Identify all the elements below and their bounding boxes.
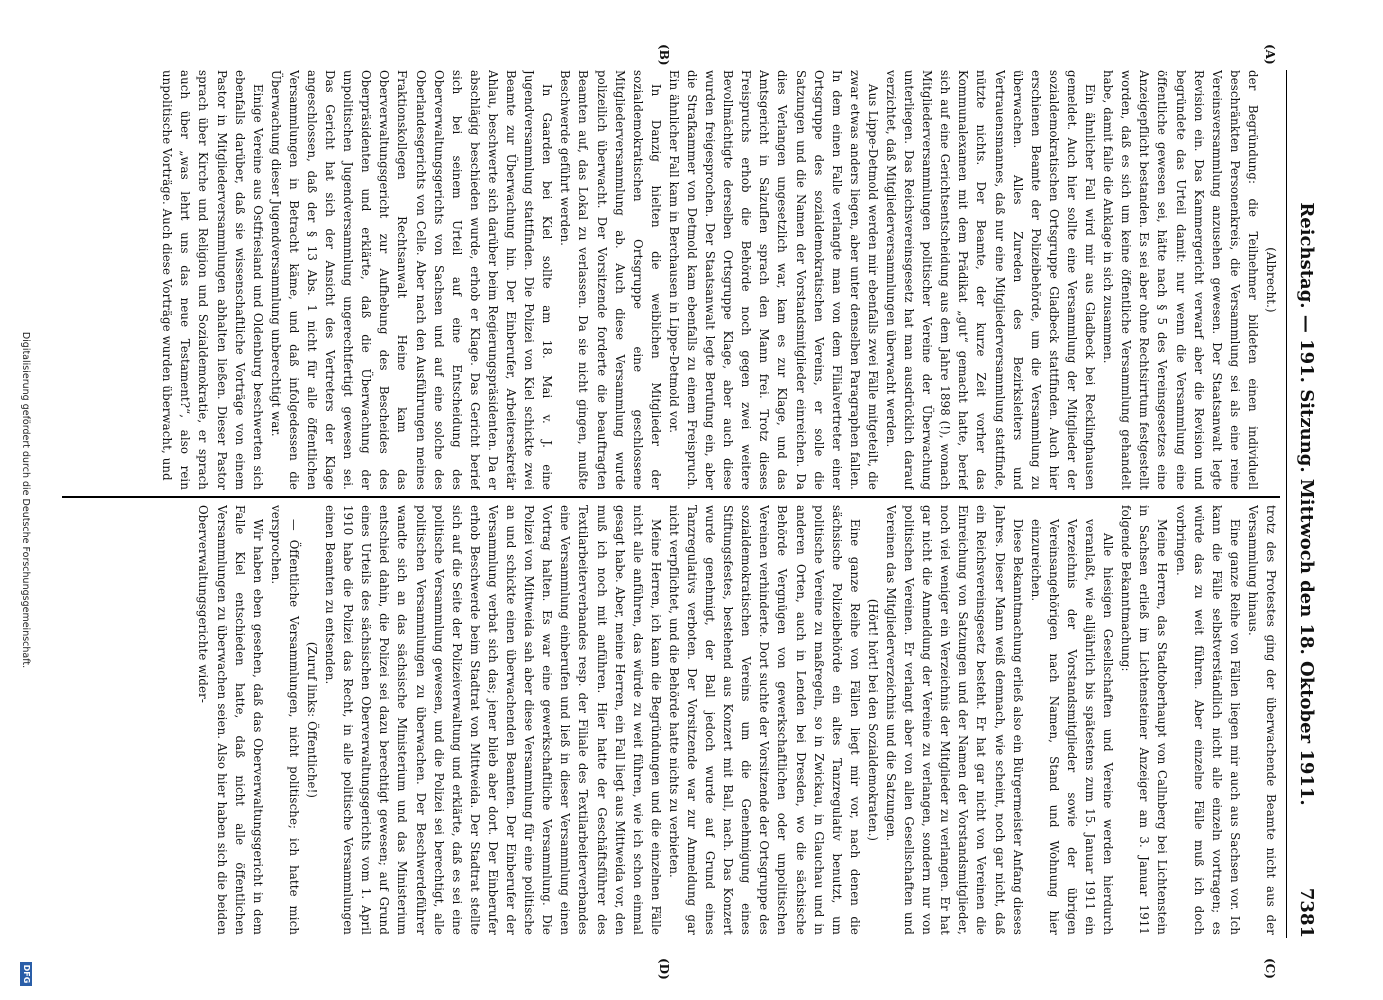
paragraph: Eine ganze Reihe von Fällen liegt mir vor, nach denen die sächsische Polizeibehörde ein altes Tanzregulativ benutzt, um politische Vereine zu maßregeln, so in Zwickau, in Glauchau und in anderen Orten, auch in Lenden bei Dresden, wo die sächsische Behörde Vergnügen von gewerkschaftlichen oder unpolitischen Vereinen verhinderte. Dort suchte der Vorsitzende der Ortsgruppe des sozialdemokratischen Vereins um die Genehmigung eines Stiftungsfestes, bestehend aus Konzert mit Ball, nach. Das Konzert wurde genehmigt, der Ball jedoch wurde auf Grund eines Tanzregulativs verboten. Der Vorsitzende war zur Anmeldung gar nicht verpflichtet, und die Behörde hatte nichts zu verbieten. (666, 505, 862, 935)
margin-marker-c: (C) (1263, 958, 1277, 979)
page-number: 7381 (1296, 887, 1317, 938)
speaker-name: (Albrecht.) (1264, 247, 1278, 313)
column-divider (62, 496, 1280, 498)
paragraph: Meine Herren, ich kann die Begründungen und die einzelnen Fälle nicht alle anführen, das würde zu weit führen, wie ich schon einmal gesagt habe. Aber, meine Herren, ein Fall liegt aus Mittweida vor, den muß ich noch mit anführen. Hier hatte der Geschäftsführer des Textilarbeiterverbandes resp. der Filiale des Textilarbeiterverbandes eine Versammlung einberufen und ließ in dieser Versammlung einen Vortrag halten. Es war eine gewerkschaftliche Versammlung. Die Polizei von Mittweida sah aber diese Versammlung für eine politische an und schickte einen überwachenden Beamten. Der Einberufer der Versammlung verbat sich das; jener blieb aber dort. Der Einberufer erhob Beschwerde beim Stadtrat von Mittweida. Der Stadtrat stellte sich auf die Seite der Polizeiverwaltung und erklärte, daß es sei eine politische Versammlung gewesen, und die Polizei sei berechtigt, alle politischen Versammlungen zu überwachen. Der Beschwerdeführer wandte sich an das sächsische Ministerium und das Ministerium entschied dahin, die Polizei sei dazu berechtigt gewesen; auf Grund eines Urteils des sächsischen Oberverwaltungsgerichts vom 1. April 1910 habe die Polizei das Recht, in alle politische Versammlungen einen Beamten zu entsenden. (323, 505, 663, 935)
page-title: Reichstag. — 191. Sitzung. Mittwoch den 18. Oktober 1911. (1296, 202, 1317, 806)
paragraph: Meine Herren, das Stadtoberhaupt von Callnberg bei Lichtenstein in Sachsen erließ im Lichtensteiner Anzeiger am 3. Januar 1911 folgende Bekanntmachung: (1119, 505, 1170, 935)
paragraph: Aus Lippe-Detmold werden mir ebenfalls zwei Fälle mitgeteilt, die zwar etwas anders liegen, aber unter denselben Paragraphen fallen. In dem einen Falle verlangte man von dem Filialvertreter einer Ortsgruppe des sozialdemokratischen Vereins, er solle die Satzungen und die Namen der Vorstandsmitglieder einreichen. Da dies Verlangen ungesetzlich war, kam es zur Klage, und das Amtsgericht in Salzuflen sprach den Mann frei. Trotz dieses Freispruchs erhob die Behörde noch gegen zwei weitere Bevollmächtigte derselben Ortsgruppe Klage, aber auch diese wurden freigesprochen. Der Staatsanwalt legte Berufung ein, aber die Strafkammer von Detmold kam ebenfalls zu einem Freispruch. Ein ähnlicher Fall kam in Berchausen in Lippe-Detmold vor. (666, 70, 880, 490)
dfg-logo: DFG (20, 962, 32, 986)
paragraph: Eine ganze Reihe von Fällen liegen mir auch aus Sachsen vor. Ich kann die Fälle selbstverständlich nicht alle einzeln vortragen; es würde das zu weit führen. Aber einzelne Fälle muß ich doch vorbringen. (1173, 505, 1242, 935)
paragraph: Ein ähnlicher Fall wird mir aus Gladbeck bei Recklinghausen gemeldet. Auch hier sollte eine Versammlung der Mitglieder der sozialdemokratischen Ortsgruppe Gladbeck stattfinden. Auch hier erschienen Beamte der Polizeibehörde, um die Versammlung zu überwachen. Alles Zureden des Bezirksleiters und Vertrauensmannes, daß nur eine Mitgliederversammlung stattfinde, nützte nichts. Der Beamte, der kurze Zeit vorher das Kommunalexamen mit dem Prädikat „gut“ gemacht hatte, berief sich auf eine Gerichtsentscheidung aus dem Jahre 1898 (!), wonach Mitgliederversammlungen politischer Vereine der Überwachung unterliegen. Das Reichsvereinsgesetz hat man ausdrücklich darauf verzichtet, daß Mitgliederversammlungen überwacht werden. (884, 70, 1098, 490)
margin-marker-d: (D) (657, 958, 671, 980)
paragraph: In Gaarden bei Kiel sollte am 18. Mai v. J. eine Jugendversammlung stattfinden. Die Polizei von Kiel schickte zwei Beamte zur Überwachung hin. Der Einberufer, Arbeitersekretär Ahlau, beschwerte sich darüber beim Regierungspräsidenten. Da er abschlägig beschieden wurde, erhob er Klage. Das Gericht berief sich bei seinem Urteil auf eine Entscheidung des Oberverwaltungsgerichts von Sachsen und auf eine solche des Oberlandesgerichts von Celle. Aber nach den Ausführungen meines Fraktionskollegen Rechtsanwalt Heine kam das Oberverwaltungsgericht zur Aufhebung des Bescheides des Oberpräsidenten und erklärte, daß die Überwachung der unpolitischen Jugendversammlung ungerechtfertigt gewesen sei. Das Gericht hat sich der Ansicht des Vertreters der Klage angeschlossen, daß der § 13 Abs. 1 nicht für alle öffentlichen Versammlungen in Betracht käme, und daß infolgedessen die Überwachung dieser Jugendversammlung unberechtigt war. (268, 70, 555, 490)
page-header (1286, 70, 1321, 938)
interjection: (Zuruf links: Öffentliche!) (305, 641, 320, 799)
quoted-announcement: Alle hiesigen Gesellschaften und Vereine werden hierdurch veranlaßt, wie alljährlich bis spätestens zum 15. Januar 1911 ein Verzeichnis der Vorstandsmitglieder sowie der übrigen Vereinsangehörigen nach Namen, Stand und Wohnung hier einzureichen. (1028, 519, 1116, 935)
margin-marker-b: (B) (657, 44, 671, 66)
digitization-credit: Digitalisierung gefördert durch die Deutsche Forschungsgemeinschaft. (20, 331, 31, 669)
paragraph: der Begründung: die Teilnehmer bildeten einen individuell beschränkten Personenkreis, die Versammlung sei als eine reine Vereinsversammlung anzusehen gewesen. Der Staatsanwalt legte Revision ein. Das Kammergericht verwarf aber die Revision und begründete das Urteil damit: nur wenn die Versammlung eine öffentliche gewesen sei, hätte nach § 5 des Vereinsgesetzes eine Anzeigepflicht bestanden. Es sei aber ohne Rechtsirrtum festgestellt worden, daß es sich um keine öffentliche Versammlung gehandelt habe, damit falle die Anklage in sich zusammen. (1101, 70, 1260, 490)
paragraph: Diese Bekanntmachung erließ also ein Bürgermeister Anfang dieses Jahres. Dieser Mann weiß demnach, wie scheint, noch gar nicht, daß ein Reichsvereinsgesetz besteht. Er hat gar nicht von Vereinen die Einreichung von Satzungen und der Namen der Vorstandsmitglieder, noch viel weniger ein Verzeichnis der Mitglieder zu verlangen. Er hat gar nicht die Anmeldung der Vereine zu verlangen, sondern nur von politischen Vereinen. Er verlangt aber von allen Gesellschaften und Vereinen das Mitgliederverzeichnis und die Satzungen. (884, 505, 1025, 935)
paragraph: Wir haben eben gesehen, daß das Oberverwaltungsgericht in dem Falle Kiel entschieden hatte, daß nicht alle öffentlichen Versammlungen zu überwachen seien. Also hier haben sich die beiden Oberverwaltungsgerichte wider- (196, 505, 265, 935)
left-text-column (62, 70, 1280, 490)
paragraph: In Danzig hielten die weiblichen Mitglieder der sozialdemokratischen Ortsgruppe eine geschlossene Mitgliederversammlung ab. Auch diese Versammlung wurde polizeilich überwacht. Der Vorsitzende forderte die beauftragten Beamten auf, das Lokal zu verlassen. Da sie nicht gingen, mußte Beschwerde geführt werden. (558, 70, 663, 490)
paragraph: — Öffentliche Versammlungen, nicht politische; ich hatte mich versprochen. (268, 505, 301, 935)
paragraph: Einige Vereine aus Ostfriesland und Oldenburg beschwerten sich ebenfalls darüber, daß sie wissenschaftliche Vorträge von einem Pastor in Mitgliederversammlungen abhalten ließen. Dieser Pastor sprach über Kirche und Religion und Sozialdemokratie, er sprach auch über „was lehrt uns das neue Testament?“, also rein unpolitische Vorträge. Auch diese Vorträge wurden überwacht, und (160, 70, 265, 490)
margin-marker-a: (A) (1263, 44, 1277, 65)
paragraph: trotz des Protestes ging der überwachende Beamte nicht aus der Versammlung hinaus. (1245, 505, 1278, 935)
right-text-column (62, 505, 1280, 935)
interjection: (Hört! hört! bei den Sozialdemokraten.) (865, 598, 880, 842)
